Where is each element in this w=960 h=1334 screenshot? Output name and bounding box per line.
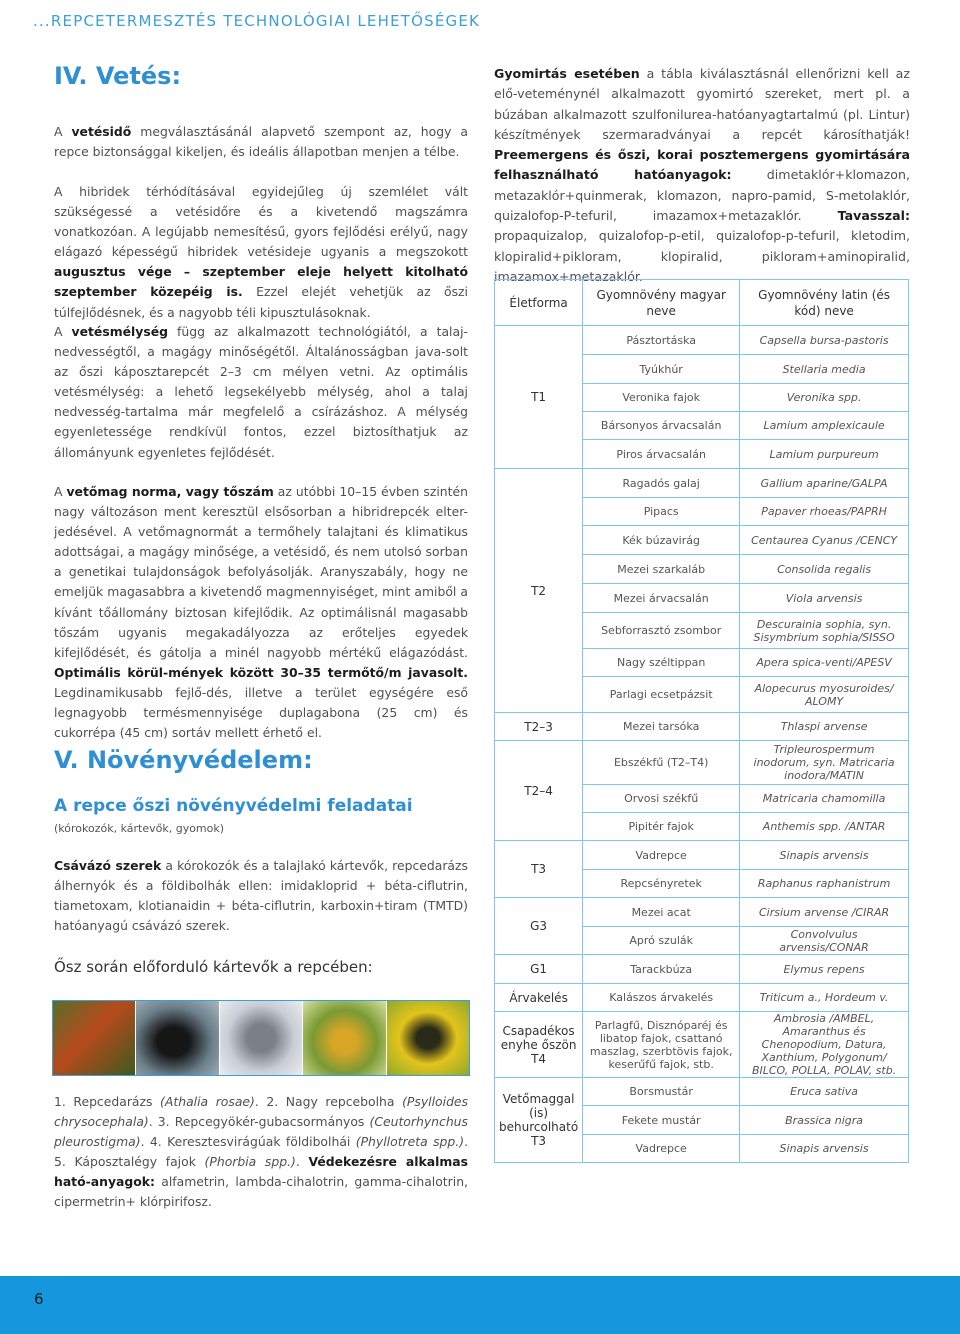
cell-latin-nev: Capsella bursa-pastoris <box>740 326 909 355</box>
cell-magyar-nev: Parlagfű, Disznóparéj és libatop fajok, csattanó maszlag, szerbtövis fajok, keserűfű fajok, stb. <box>583 1012 740 1078</box>
cell-magyar-nev: Tarackbúza <box>583 955 740 984</box>
cell-magyar-nev: Ebszékfű (T2–T4) <box>583 741 740 785</box>
cell-magyar-nev: Parlagi ecsetpázsit <box>583 677 740 713</box>
cell-eletforma: T2 <box>495 469 583 713</box>
cell-latin-nev: Thlaspi arvense <box>740 713 909 741</box>
cell-magyar-nev: Pásztortáska <box>583 326 740 355</box>
table-row <box>495 1078 909 1106</box>
running-header: ...REPCETERMESZTÉS TECHNOLÓGIAI LEHETŐSÉGEK <box>33 12 481 30</box>
cell-latin-nev: Alopecurus myosuroides/ ALOMY <box>740 677 909 713</box>
cell-magyar-nev: Piros árvacsalán <box>583 440 740 469</box>
photo-repcedarazs <box>53 1001 136 1075</box>
section-4-title: IV. Vetés: <box>54 62 182 90</box>
cell-magyar-nev: Ragadós galaj <box>583 469 740 498</box>
table-row <box>495 898 909 927</box>
cell-latin-nev: Sinapis arvensis <box>740 1135 909 1163</box>
cell-latin-nev: Stellaria media <box>740 355 909 384</box>
pest-photo-strip <box>52 1000 470 1076</box>
paragraph-gyomirtas: Gyomirtás esetében a tábla kiválasztásnál ellenőrizni kell az elő-veteménynél alkalmazott gyomirtó szereket, mert pl. a búzában alkalmazott szulfonilurea-hatóanyagtartalmú (pl. Lintur) készítmények szermaradványai a repcét károsíthatják! Preemergens és őszi, korai posztemergens gyomirtására felhasználható hatóanyagok: dimetaklór+klomazon, metazaklór+quinmerak, klomazon, napro-pamid, S-metolaklór, quizalofop-P-tefuril, imazamox+metazaklór. Tavasszal: propaquizalop, quizalofop-p-etil, quizalofop-p-tefuril, kletodim, klopiralid+pikloram, klopiralid, pikloram+aminopiralid, imazamox+metazaklór. <box>494 66 910 284</box>
cell-latin-nev: Papaver rhoeas/PAPRH <box>740 498 909 526</box>
paragraph-vetomag: A vetőmag norma, vagy tőszám az utóbbi 10–15 évben szintén nagy változáson ment keresztül elsősorban a hibridrepcék elter-jedésével. A vetőmagnormát a termőhely talajtani és klimatikus adottságai, a magágy minősége, a vetésidő, és nem utolsó sorban a genetikai tulajdonságok befolyásolják. Aranyszabály, hogy ne emeljük magasabbra a kivetendő magmennyiséget, mint amiből a kívánt tőállomány biztosan kifejlődik. Az optimálisnál magasabb tőszám ugyanis megakadályozza az erőteljes egyedek kifejlődését, és gátolja a minél nagyobb mértékű elágazódást. Optimális körül-mények között 30–35 termőtő/m javasolt. Legdinamikusabb fejlő-dés, illetve a terület egységére eső legnagyobb termésmennyisége duplagabona (25 cm) és cukorrépa (45 cm) sortáv mellett érhető el. <box>54 484 468 741</box>
cell-magyar-nev: Mezei acat <box>583 898 740 927</box>
cell-eletforma: G1 <box>495 955 583 984</box>
cell-magyar-nev: Veronika fajok <box>583 384 740 412</box>
cell-eletforma: G3 <box>495 898 583 955</box>
photo-kaposztalegy <box>387 1001 469 1075</box>
cell-magyar-nev: Orvosi székfű <box>583 785 740 813</box>
paragraph-hibridek: A hibridek térhódításával egyidejűleg új szemlélet vált szükségessé a vetésidőre és a kivetendő magszámra vonatkozóan. A legújabb nemesítésű, gyors fejlődési erélyű, nagy elágazó képességű hibridek vetésideje ugyanis a megszokott augusztus vége – szeptember eleje helyett kitolható szeptember közepéig is. Ezzel elejét vehetjük az őszi túlfejlődésnek, és a nagyobb téli kipusztulásoknak. <box>54 184 468 320</box>
cell-latin-nev: Consolida regalis <box>740 555 909 584</box>
cell-latin-nev: Elymus repens <box>740 955 909 984</box>
cell-eletforma: T1 <box>495 326 583 469</box>
table-row <box>495 741 909 785</box>
cell-latin-nev: Brassica nigra <box>740 1106 909 1135</box>
cell-eletforma: T3 <box>495 841 583 898</box>
cell-magyar-nev: Mezei árvacsalán <box>583 584 740 613</box>
cell-latin-nev: Triticum a., Hordeum v. <box>740 984 909 1012</box>
table-row <box>495 1012 909 1078</box>
cell-magyar-nev: Fekete mustár <box>583 1106 740 1135</box>
cell-magyar-nev: Nagy széltippan <box>583 649 740 677</box>
footer-bar <box>0 1276 960 1334</box>
pests-heading: Ősz során előforduló kártevők a repcében: <box>54 958 373 976</box>
cell-eletforma: T2–3 <box>495 713 583 741</box>
cell-latin-nev: Lamium amplexicaule <box>740 412 909 440</box>
col-header-magyar: Gyomnövény magyar neve <box>583 280 740 326</box>
subheading: A repce őszi növényvédelmi feladatai <box>54 796 413 816</box>
cell-latin-nev: Gallium aparine/GALPA <box>740 469 909 498</box>
cell-latin-nev: Convolvulus arvensis/CONAR <box>740 927 909 955</box>
paragraph-vetesido: A vetésidő megválasztásánál alapvető szempont az, hogy a repce biztonsággal kikeljen, és ideális állapotban menjen a télbe. <box>54 124 468 160</box>
cell-latin-nev: Cirsium arvense /CIRAR <box>740 898 909 927</box>
table-row <box>495 841 909 870</box>
photo-repcebolha <box>136 1001 219 1075</box>
cell-eletforma: Árvakelés <box>495 984 583 1012</box>
cell-latin-nev: Veronika spp. <box>740 384 909 412</box>
table-row <box>495 984 909 1012</box>
cell-latin-nev: Raphanus raphanistrum <box>740 870 909 898</box>
col-header-eletforma: Életforma <box>495 280 583 326</box>
cell-latin-nev: Descurainia sophia, syn. Sisymbrium sophia/SISSO <box>740 613 909 649</box>
subheading-note: (kórokozók, kártevők, gyomok) <box>54 822 225 835</box>
photo-foldibolha <box>303 1001 386 1075</box>
cell-magyar-nev: Kék búzavirág <box>583 526 740 555</box>
cell-latin-nev: Tripleurospermum inodorum, syn. Matricaria inodora/MATIN <box>740 741 909 785</box>
cell-eletforma: Csapadékos enyhe őszön T4 <box>495 1012 583 1078</box>
cell-magyar-nev: Mezei tarsóka <box>583 713 740 741</box>
cell-latin-nev: Matricaria chamomilla <box>740 785 909 813</box>
cell-magyar-nev: Apró szulák <box>583 927 740 955</box>
section-5-title: V. Növényvédelem: <box>54 746 313 774</box>
cell-latin-nev: Viola arvensis <box>740 584 909 613</box>
cell-magyar-nev: Sebforrasztó zsombor <box>583 613 740 649</box>
table-row <box>495 955 909 984</box>
cell-magyar-nev: Tyúkhúr <box>583 355 740 384</box>
table-row <box>495 469 909 498</box>
cell-latin-nev: Apera spica-venti/APESV <box>740 649 909 677</box>
cell-latin-nev: Centaurea Cyanus /CENCY <box>740 526 909 555</box>
paragraph-csavazo: Csávázó szerek a kórokozók és a talajlakó kártevők, repcedarázs álhernyók és a földibolhák ellen: imidakloprid + béta-ciflutrin, tiametoxam, klotianaidin + béta-ciflutrin, karboxin+tiram (TMTD) hatóanyagú csávázó szerek. <box>54 858 468 934</box>
cell-magyar-nev: Bársonyos árvacsalán <box>583 412 740 440</box>
cell-latin-nev: Ambrosia /AMBEL, Amaranthus és Chenopodium, Datura, Xanthium, Polygonum/ BILCO, POLLA, POLAV, stb. <box>740 1012 909 1078</box>
weed-table <box>494 279 909 1163</box>
cell-latin-nev: Eruca sativa <box>740 1078 909 1106</box>
cell-latin-nev: Sinapis arvensis <box>740 841 909 870</box>
paragraph-pest-list: 1. Repcedarázs (Athalia rosae). 2. Nagy repcebolha (Psylloides chrysocephala). 3. Repcegyökér-gubacsormányos (Ceutorhynchus pleurostigma). 4. Keresztesvirágúak földibolhái (Phyllotreta spp.). 5. Káposztalégy fajok (Phorbia spp.). Védekezésre alkalmas ható-anyagok: alfametrin, lambda-cihalotrin, gamma-cihalotrin, cipermetrin+ klórpirifosz. <box>54 1094 469 1210</box>
cell-magyar-nev: Kalászos árvakelés <box>583 984 740 1012</box>
cell-magyar-nev: Pipitér fajok <box>583 813 740 841</box>
cell-magyar-nev: Repcsényretek <box>583 870 740 898</box>
cell-magyar-nev: Vadrepce <box>583 1135 740 1163</box>
table-row <box>495 713 909 741</box>
page-number: 6 <box>34 1290 44 1308</box>
cell-magyar-nev: Pipacs <box>583 498 740 526</box>
table-row <box>495 326 909 355</box>
paragraph-vetesmelyseg: A vetésmélység függ az alkalmazott technológiától, a talaj-nedvességtől, a magágy minőségétől. Általánosságban java-solt az őszi káposztarepcét 2–3 cm mélyen vetni. Az optimális vetésmélység: a lehető legsekélyebb mélység, ahol a talaj nedvesség-tartalma már megfelelő a csírázáshoz. A mélység egyenletessége rendkívül fontos, ezzel biztosíthatjuk az állományunk egyenletes fejlődését. <box>54 324 469 460</box>
photo-gubacsormanyos <box>220 1001 303 1075</box>
cell-magyar-nev: Mezei szarkaláb <box>583 555 740 584</box>
cell-eletforma: T2–4 <box>495 741 583 841</box>
cell-magyar-nev: Vadrepce <box>583 841 740 870</box>
col-header-latin: Gyomnövény latin (és kód) neve <box>740 280 909 326</box>
cell-eletforma: Vetőmaggal (is) behurcolható T3 <box>495 1078 583 1163</box>
cell-latin-nev: Anthemis spp. /ANTAR <box>740 813 909 841</box>
cell-latin-nev: Lamium purpureum <box>740 440 909 469</box>
cell-magyar-nev: Borsmustár <box>583 1078 740 1106</box>
